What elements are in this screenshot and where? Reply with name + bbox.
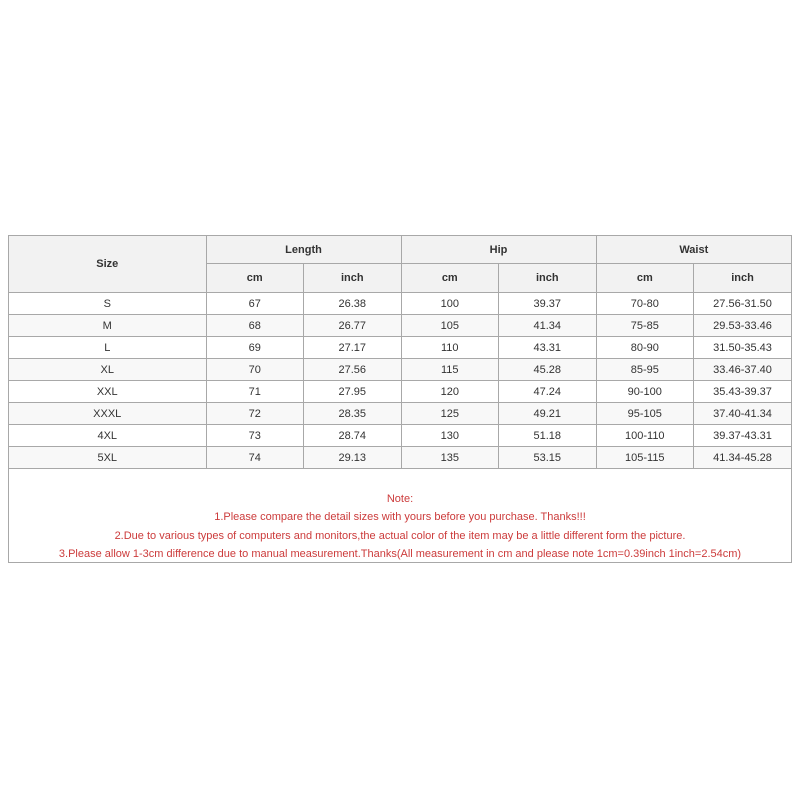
notes-block [9, 490, 791, 563]
table-row [9, 293, 791, 315]
unit-header: cm [401, 264, 499, 293]
value-cell: 73 [206, 425, 304, 447]
group-header-hip: Hip [401, 236, 596, 264]
value-cell: 115 [401, 359, 499, 381]
value-cell: 105 [401, 315, 499, 337]
table-row [9, 359, 791, 381]
value-cell: 67 [206, 293, 304, 315]
value-cell: 35.43-39.37 [694, 381, 792, 403]
value-cell: 53.15 [499, 447, 597, 469]
value-cell: 130 [401, 425, 499, 447]
notes-title: Note: [386, 493, 414, 505]
value-cell: 90-100 [596, 381, 694, 403]
value-cell: 95-105 [596, 403, 694, 425]
size-cell: 4XL [9, 425, 206, 447]
size-cell: XXL [9, 381, 206, 403]
value-cell: 33.46-37.40 [694, 359, 792, 381]
group-header-waist: Waist [596, 236, 791, 264]
value-cell: 43.31 [499, 337, 597, 359]
table-row [9, 381, 791, 403]
value-cell: 75-85 [596, 315, 694, 337]
size-table [9, 236, 791, 469]
value-cell: 28.74 [304, 425, 402, 447]
value-cell: 41.34-45.28 [694, 447, 792, 469]
group-header-length: Length [206, 236, 401, 264]
value-cell: 120 [401, 381, 499, 403]
value-cell: 69 [206, 337, 304, 359]
value-cell: 135 [401, 447, 499, 469]
size-cell: XXXL [9, 403, 206, 425]
size-chart [8, 235, 792, 563]
value-cell: 29.53-33.46 [694, 315, 792, 337]
value-cell: 27.56-31.50 [694, 293, 792, 315]
value-cell: 105-115 [596, 447, 694, 469]
value-cell: 70 [206, 359, 304, 381]
value-cell: 70-80 [596, 293, 694, 315]
unit-header: cm [206, 264, 304, 293]
size-header: Size [9, 236, 206, 293]
value-cell: 100 [401, 293, 499, 315]
value-cell: 39.37 [499, 293, 597, 315]
size-table-body [9, 293, 791, 469]
size-cell: S [9, 293, 206, 315]
value-cell: 68 [206, 315, 304, 337]
unit-header: inch [499, 264, 597, 293]
value-cell: 74 [206, 447, 304, 469]
size-cell: 5XL [9, 447, 206, 469]
table-row [9, 425, 791, 447]
note-line: 3.Please allow 1-3cm difference due to manual measurement.Thanks(All measurement in cm and please note 1cm=0.39inch 1inch=2.54cm) [58, 547, 742, 560]
value-cell: 51.18 [499, 425, 597, 447]
value-cell: 39.37-43.31 [694, 425, 792, 447]
table-row [9, 447, 791, 469]
value-cell: 125 [401, 403, 499, 425]
value-cell: 37.40-41.34 [694, 403, 792, 425]
value-cell: 27.17 [304, 337, 402, 359]
note-line: 1.Please compare the detail sizes with yours before you purchase. Thanks!!! [214, 511, 586, 524]
value-cell: 47.24 [499, 381, 597, 403]
value-cell: 45.28 [499, 359, 597, 381]
unit-header: inch [694, 264, 792, 293]
value-cell: 85-95 [596, 359, 694, 381]
value-cell: 27.95 [304, 381, 402, 403]
value-cell: 110 [401, 337, 499, 359]
value-cell: 29.13 [304, 447, 402, 469]
unit-header: inch [304, 264, 402, 293]
value-cell: 28.35 [304, 403, 402, 425]
value-cell: 71 [206, 381, 304, 403]
table-row [9, 403, 791, 425]
value-cell: 72 [206, 403, 304, 425]
table-row [9, 337, 791, 359]
value-cell: 80-90 [596, 337, 694, 359]
size-cell: XL [9, 359, 206, 381]
value-cell: 49.21 [499, 403, 597, 425]
size-cell: L [9, 337, 206, 359]
value-cell: 31.50-35.43 [694, 337, 792, 359]
unit-header: cm [596, 264, 694, 293]
note-line: 2.Due to various types of computers and monitors,the actual color of the item may be a little different form the picture. [114, 529, 686, 542]
value-cell: 41.34 [499, 315, 597, 337]
value-cell: 26.77 [304, 315, 402, 337]
value-cell: 27.56 [304, 359, 402, 381]
table-row [9, 315, 791, 337]
size-cell: M [9, 315, 206, 337]
value-cell: 100-110 [596, 425, 694, 447]
value-cell: 26.38 [304, 293, 402, 315]
